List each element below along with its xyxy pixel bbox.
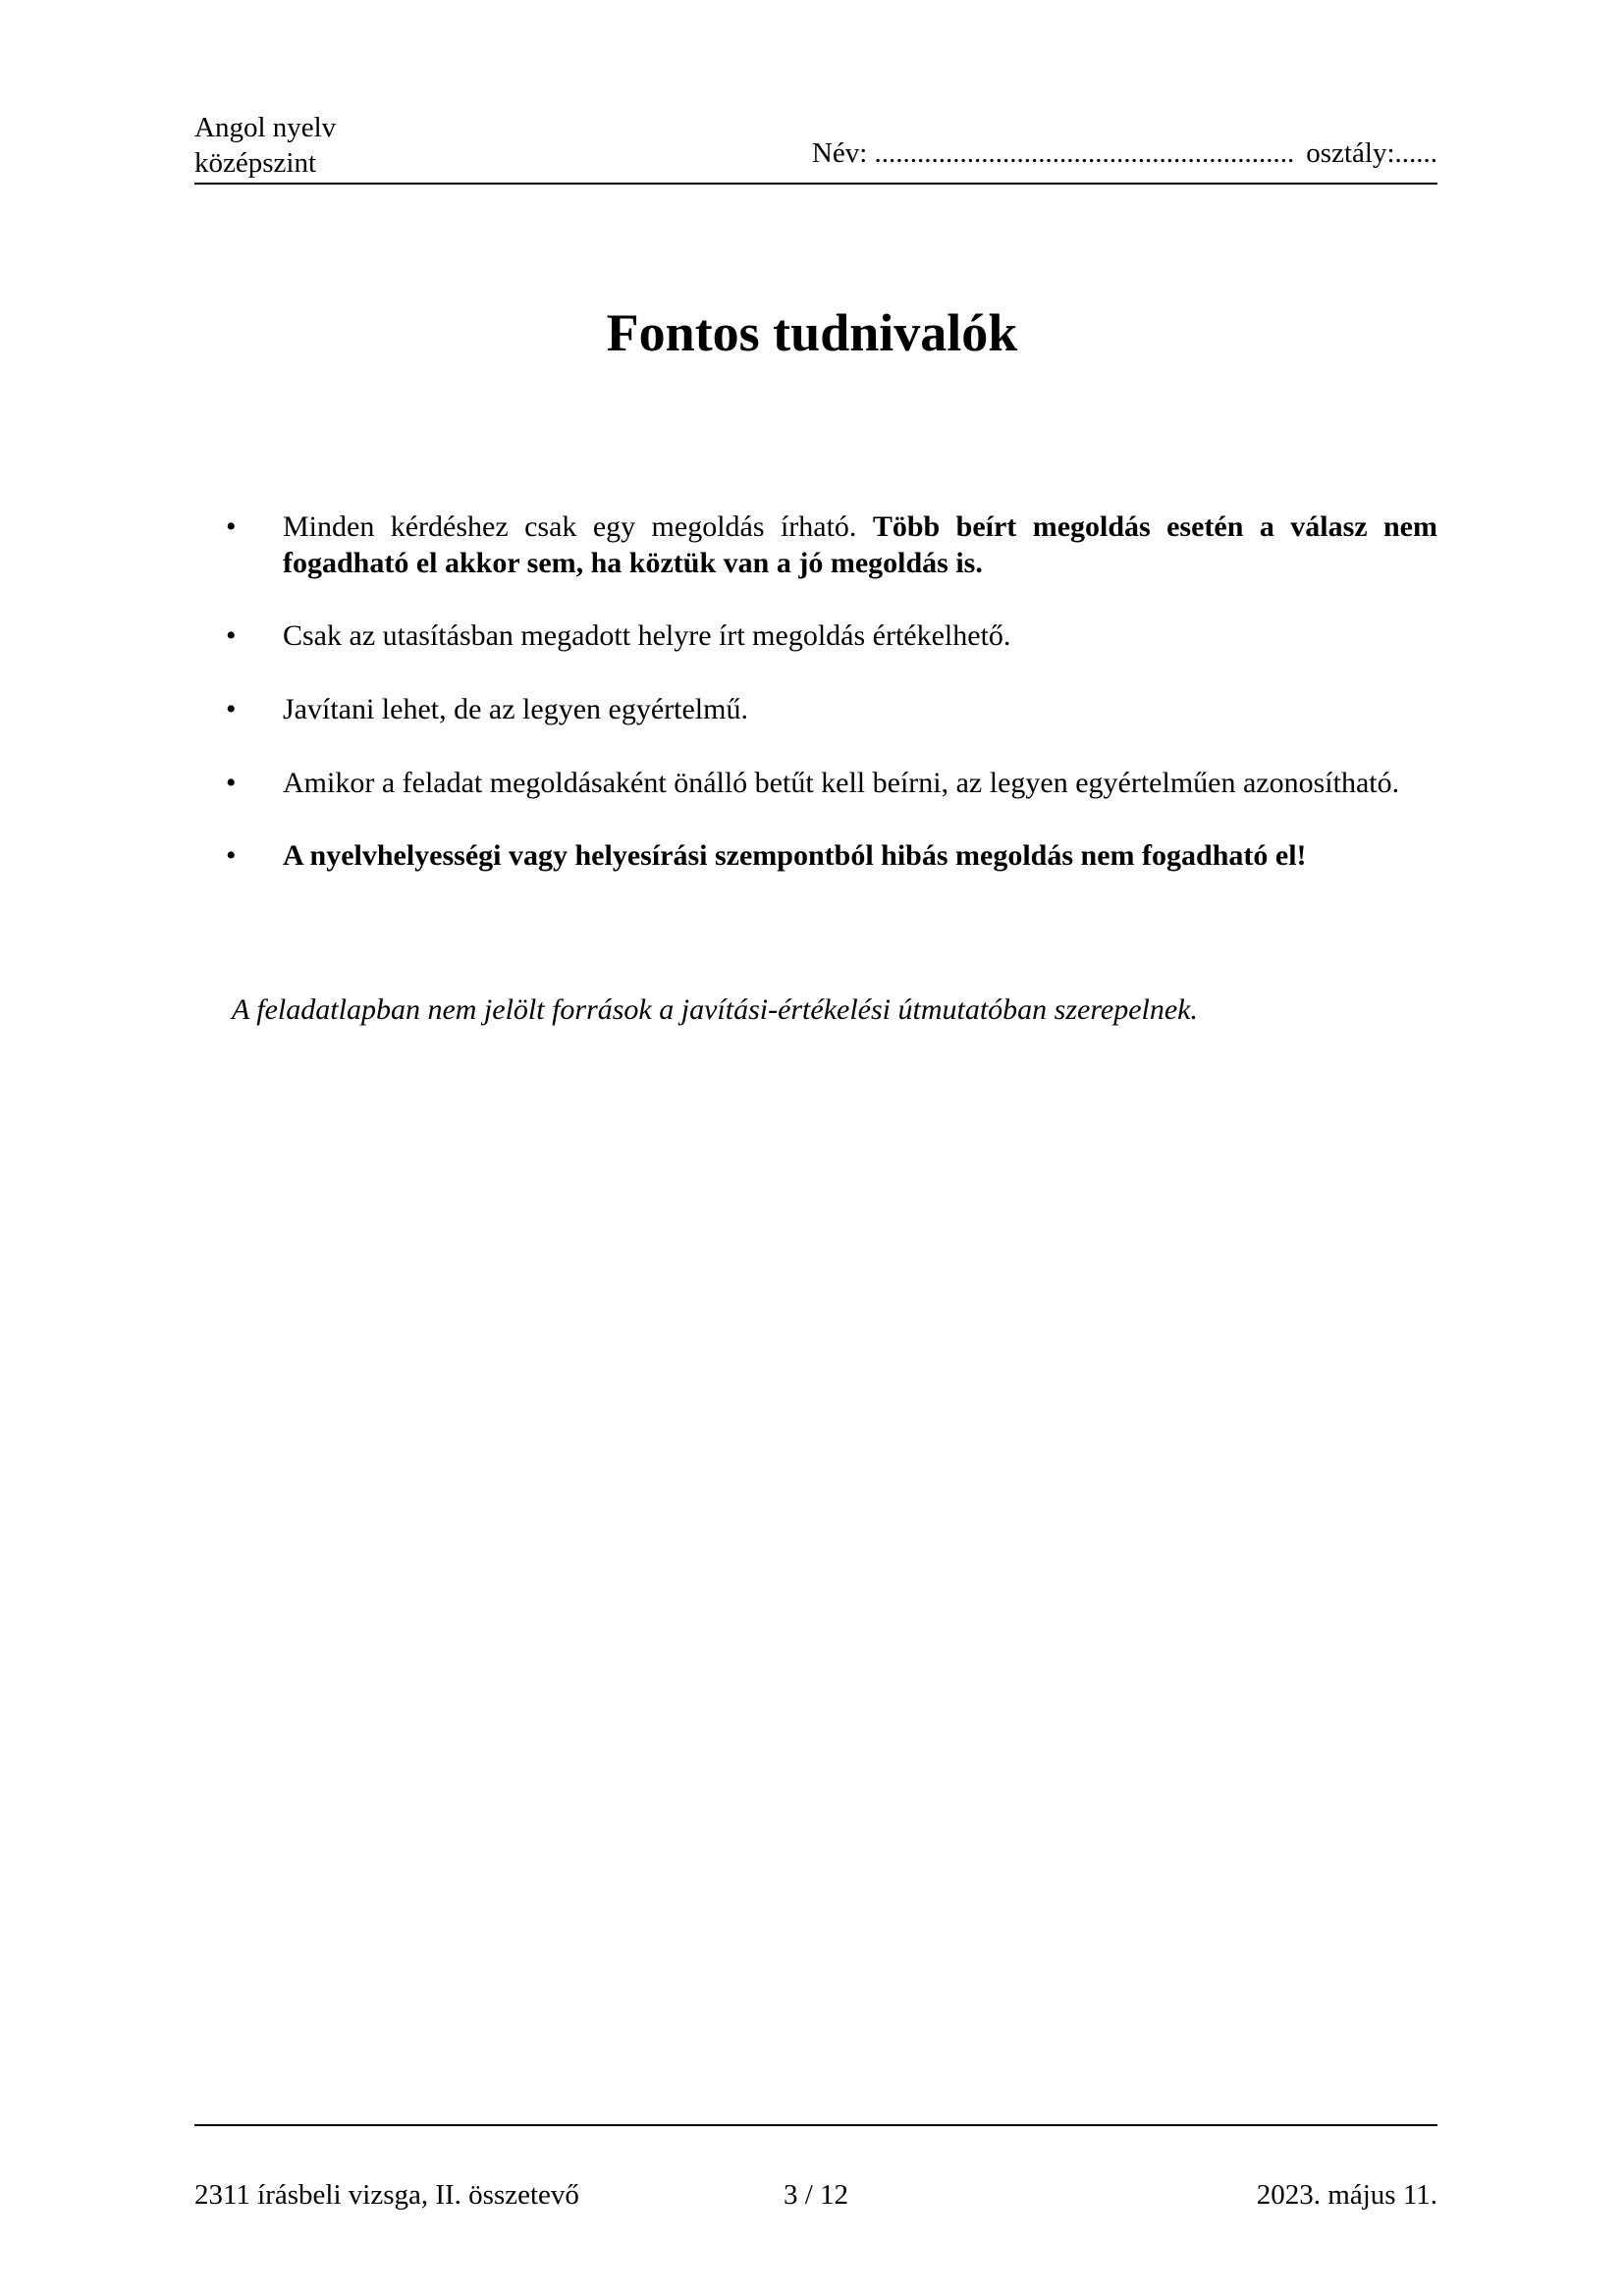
note-text: Csak az utasításban megadott helyre írt megoldás értékelhető. [283,619,1011,652]
header-subject: Angol nyelv [194,112,337,143]
page-footer [194,2124,1437,2211]
footer-page-number: 3 / 12 [783,2179,849,2211]
page-header [194,110,1437,185]
bullet-icon: • [226,839,237,872]
note-text: Minden kérdéshez csak egy megoldás írható. [283,510,873,543]
footer-exam: 2311 írásbeli vizsga, II. összetevő [194,2179,579,2211]
note-text-bold: A nyelvhelyességi vagy helyesírási szempontból hibás megoldás nem fogadható el! [283,839,1307,872]
notes-list [194,508,1437,874]
sources-note: A feladatlapban nem jelölt források a javítási-értékelési útmutatóban szerepelnek. [232,993,1198,1026]
list-item [194,508,1437,581]
list-item [194,691,1437,727]
bullet-icon: • [226,693,237,725]
name-field: Név: ........................................................... [811,137,1295,169]
bullet-icon: • [226,510,237,543]
list-item [194,617,1437,654]
list-item [194,837,1437,874]
header-subject-block [194,110,336,181]
footer-date: 2023. május 11. [1256,2179,1437,2211]
note-text-bold: Több beírt megoldás esetén a válasz nem fogadható el akkor sem, ha köztük van a jó megoldás is. [283,510,1437,579]
page-title: Fontos tudnivalók [606,303,1018,362]
class-field: osztály:...... [1306,137,1437,169]
bullet-icon: • [226,767,237,799]
list-item [194,765,1437,801]
note-text: Amikor a feladat megoldásaként önálló betűt kell beírni, az legyen egyértelműen azonosítható. [283,767,1400,799]
bullet-icon: • [226,619,237,652]
header-level: középszint [194,147,317,179]
note-text: Javítani lehet, de az legyen egyértelmű. [283,693,748,725]
header-student-fields [812,135,1437,171]
